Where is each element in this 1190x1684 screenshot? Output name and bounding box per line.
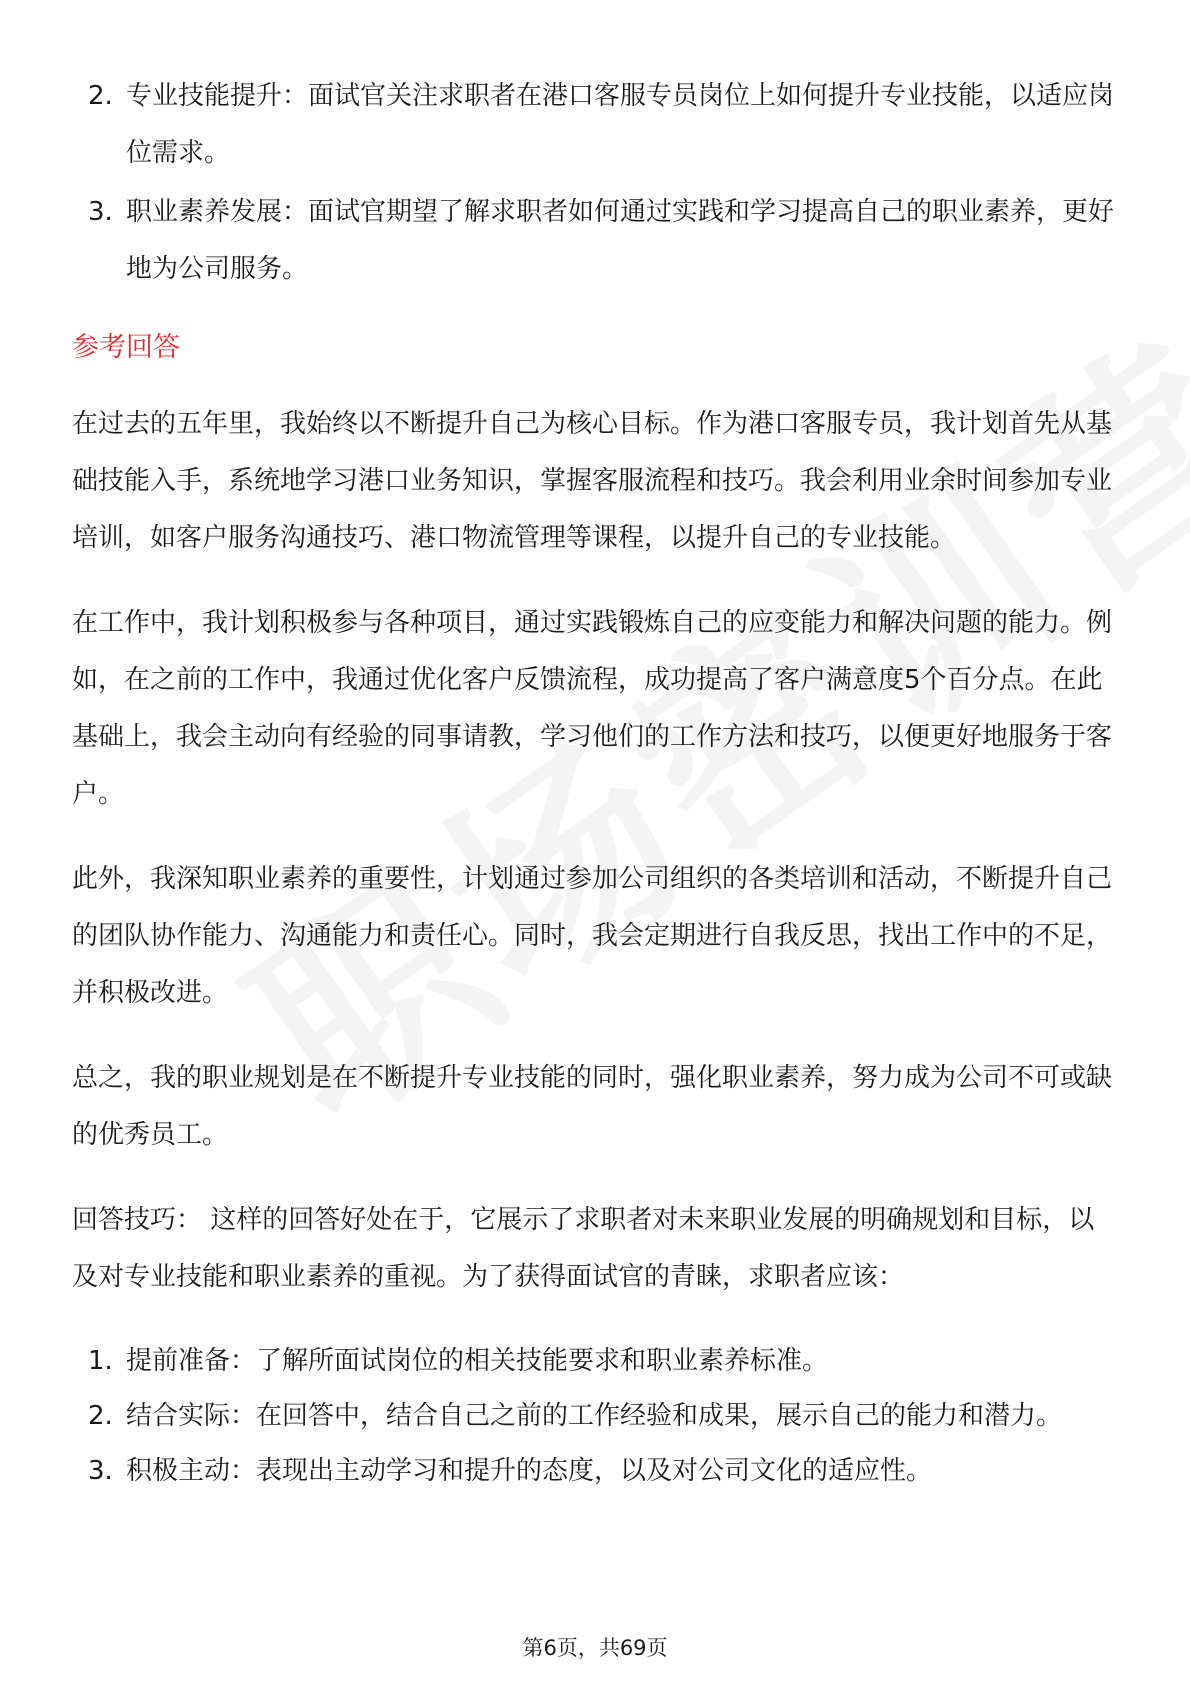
answer-paragraph: 在工作中，我计划积极参与各种项目，通过实践锻炼自己的应变能力和解决问题的能力。例如，在之前的工作中，我通过优化客户反馈流程，成功提高了客户满意度5个百分点。在此基础上，我会主动向有经验的同事请教，学习他们的工作方法和技巧，以便更好地服务于客户。 [72,608,1113,809]
tips-list [72,1334,1120,1499]
list-item [72,1444,1120,1499]
list-item-number: 2. [88,1401,113,1431]
list-item-text: 结合实际：在回答中，结合自己之前的工作经验和成果，展示自己的能力和潜力。 [126,1401,1063,1431]
list-item-number: 1. [88,1346,113,1376]
answer-paragraph: 在过去的五年里，我始终以不断提升自己为核心目标。作为港口客服专员，我计划首先从基础技能入手，系统地学习港口业务知识，掌握客服流程和技巧。我会利用业余时间参加专业培训，如客户服务沟通技巧、港口物流管理等课程，以提升自己的专业技能。 [72,409,1113,553]
list-item-number: 2. [88,81,113,111]
list-item [72,1334,1120,1389]
list-item [72,1389,1120,1444]
list-item-text: 提前准备：了解所面试岗位的相关技能要求和职业素养标准。 [126,1346,829,1376]
answer-paragraph: 此外，我深知职业素养的重要性，计划通过参加公司组织的各类培训和活动，不断提升自己的团队协作能力、沟通能力和责任心。同时，我会定期进行自我反思，找出工作中的不足，并积极改进。 [72,864,1113,1008]
list-item-text: 积极主动：表现出主动学习和提升的态度，以及对公司文化的适应性。 [126,1456,933,1486]
list-item-text: 专业技能提升：面试官关注求职者在港口客服专员岗位上如何提升专业技能，以适应岗位需求。 [126,81,1115,168]
list-item [72,68,1120,182]
answer-paragraph: 总之，我的职业规划是在不断提升专业技能的同时，强化职业素养，努力成为公司不可或缺的优秀员工。 [72,1063,1113,1150]
list-item-text: 职业素养发展：面试官期望了解求职者如何通过实践和学习提高自己的职业素养，更好地为公司服务。 [126,197,1115,284]
section-heading: 参考回答 [72,332,180,363]
page-footer: 第6页，共69页 [522,1636,668,1660]
list-item-number: 3. [88,1456,113,1486]
document-page [72,68,1120,1499]
criteria-list [72,68,1120,298]
list-item-number: 3. [88,197,113,227]
list-item [72,184,1120,298]
tips-paragraph: 回答技巧： 这样的回答好处在于，它展示了求职者对未来职业发展的明确规划和目标，以及对专业技能和职业素养的重视。为了获得面试官的青睐，求职者应该： [72,1205,1095,1292]
